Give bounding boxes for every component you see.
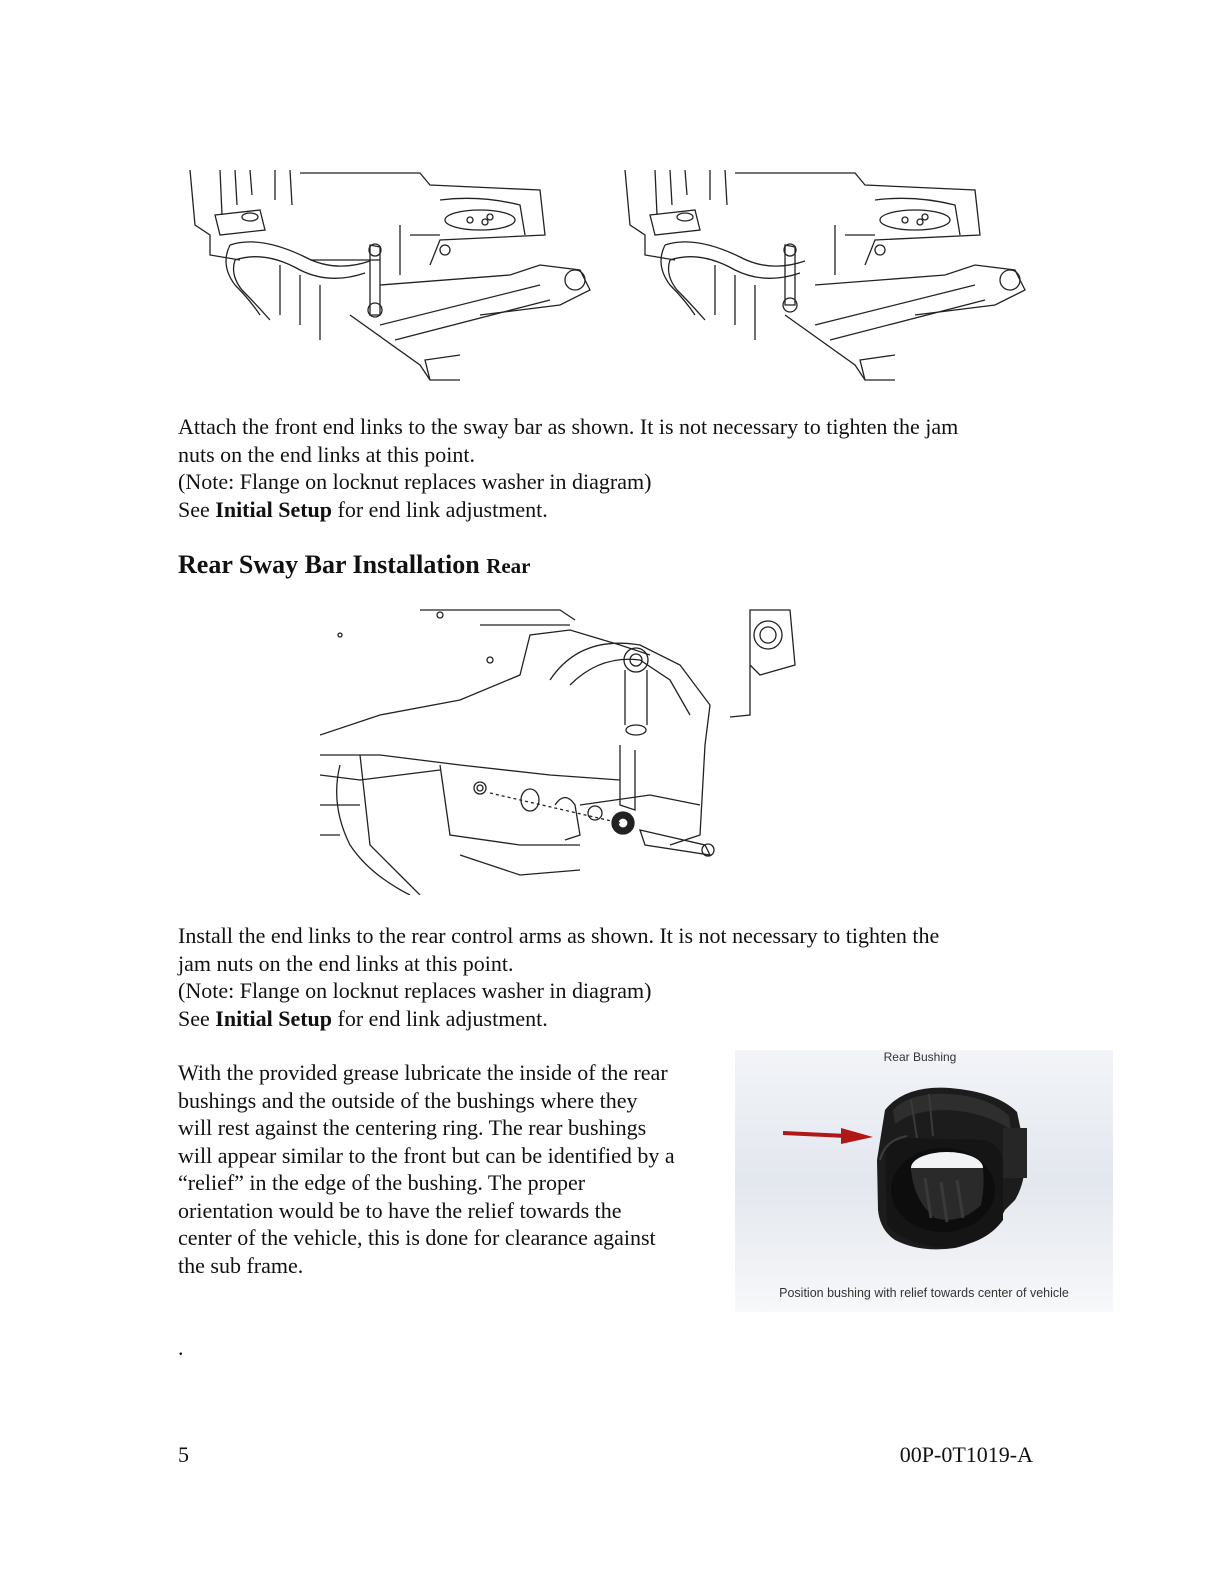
front-endlink-drawing-left — [190, 170, 590, 380]
rear-endlink-instructions — [178, 922, 1058, 1032]
grease-line: “relief” in the edge of the bushing. The proper — [178, 1170, 586, 1195]
front-endlink-figure — [180, 165, 1040, 395]
rear-endlink-note: (Note: Flange on locknut replaces washer in diagram) — [178, 978, 652, 1003]
front-endlink-line-1: Attach the front end links to the sway bar as shown. It is not necessary to tighten the jam — [178, 414, 959, 439]
front-endlink-drawing-right — [625, 170, 1025, 380]
grease-line: the sub frame. — [178, 1252, 304, 1278]
grease-line: bushings and the outside of the bushings where they — [178, 1087, 638, 1113]
page-number: 5 — [178, 1442, 189, 1467]
stray-period: . — [178, 1335, 184, 1360]
rear-endlink-line-1: Install the end links to the rear control arms as shown. It is not necessary to tighten the — [178, 923, 940, 948]
grease-instructions — [178, 1059, 728, 1279]
rear-heading-small: Rear — [486, 554, 531, 578]
bushing-figure-title: Rear Bushing — [883, 1050, 957, 1064]
rear-section-heading — [178, 550, 531, 580]
document-code: 00P-0T1019-A — [899, 1442, 1033, 1467]
grease-line: With the provided grease lubricate the inside of the rear — [178, 1060, 668, 1085]
grease-line: will appear similar to the front but can be identified by a — [178, 1142, 675, 1168]
rear-endlink-line-2: jam nuts on the end links at this point. — [178, 950, 514, 976]
see-prefix: See — [178, 496, 216, 522]
front-endlink-note: (Note: Flange on locknut replaces washer in diagram) — [178, 469, 652, 494]
rear-endlink-figure — [320, 605, 800, 895]
see-suffix: for end link adjustment. — [332, 496, 548, 522]
grease-line: orientation would be to have the relief towards the — [178, 1197, 622, 1223]
see-suffix: for end link adjustment. — [332, 1005, 548, 1031]
bushing-figure-caption: Position bushing with relief towards center of vehicle — [779, 1286, 1069, 1300]
front-endlink-instructions — [178, 413, 1058, 523]
front-endlink-see-setup — [178, 496, 1058, 524]
initial-setup-ref: Initial Setup — [215, 1005, 333, 1031]
initial-setup-ref: Initial Setup — [215, 496, 333, 522]
rear-bushing-figure — [735, 1050, 1113, 1312]
see-prefix: See — [178, 1005, 216, 1031]
front-endlink-line-2: nuts on the end links at this point. — [178, 441, 475, 467]
grease-line: center of the vehicle, this is done for clearance against — [178, 1225, 656, 1250]
grease-line: will rest against the centering ring. The rear bushings — [178, 1115, 647, 1140]
rear-endlink-see-setup — [178, 1005, 1058, 1033]
rear-heading-main: Rear Sway Bar Installation — [178, 550, 487, 579]
